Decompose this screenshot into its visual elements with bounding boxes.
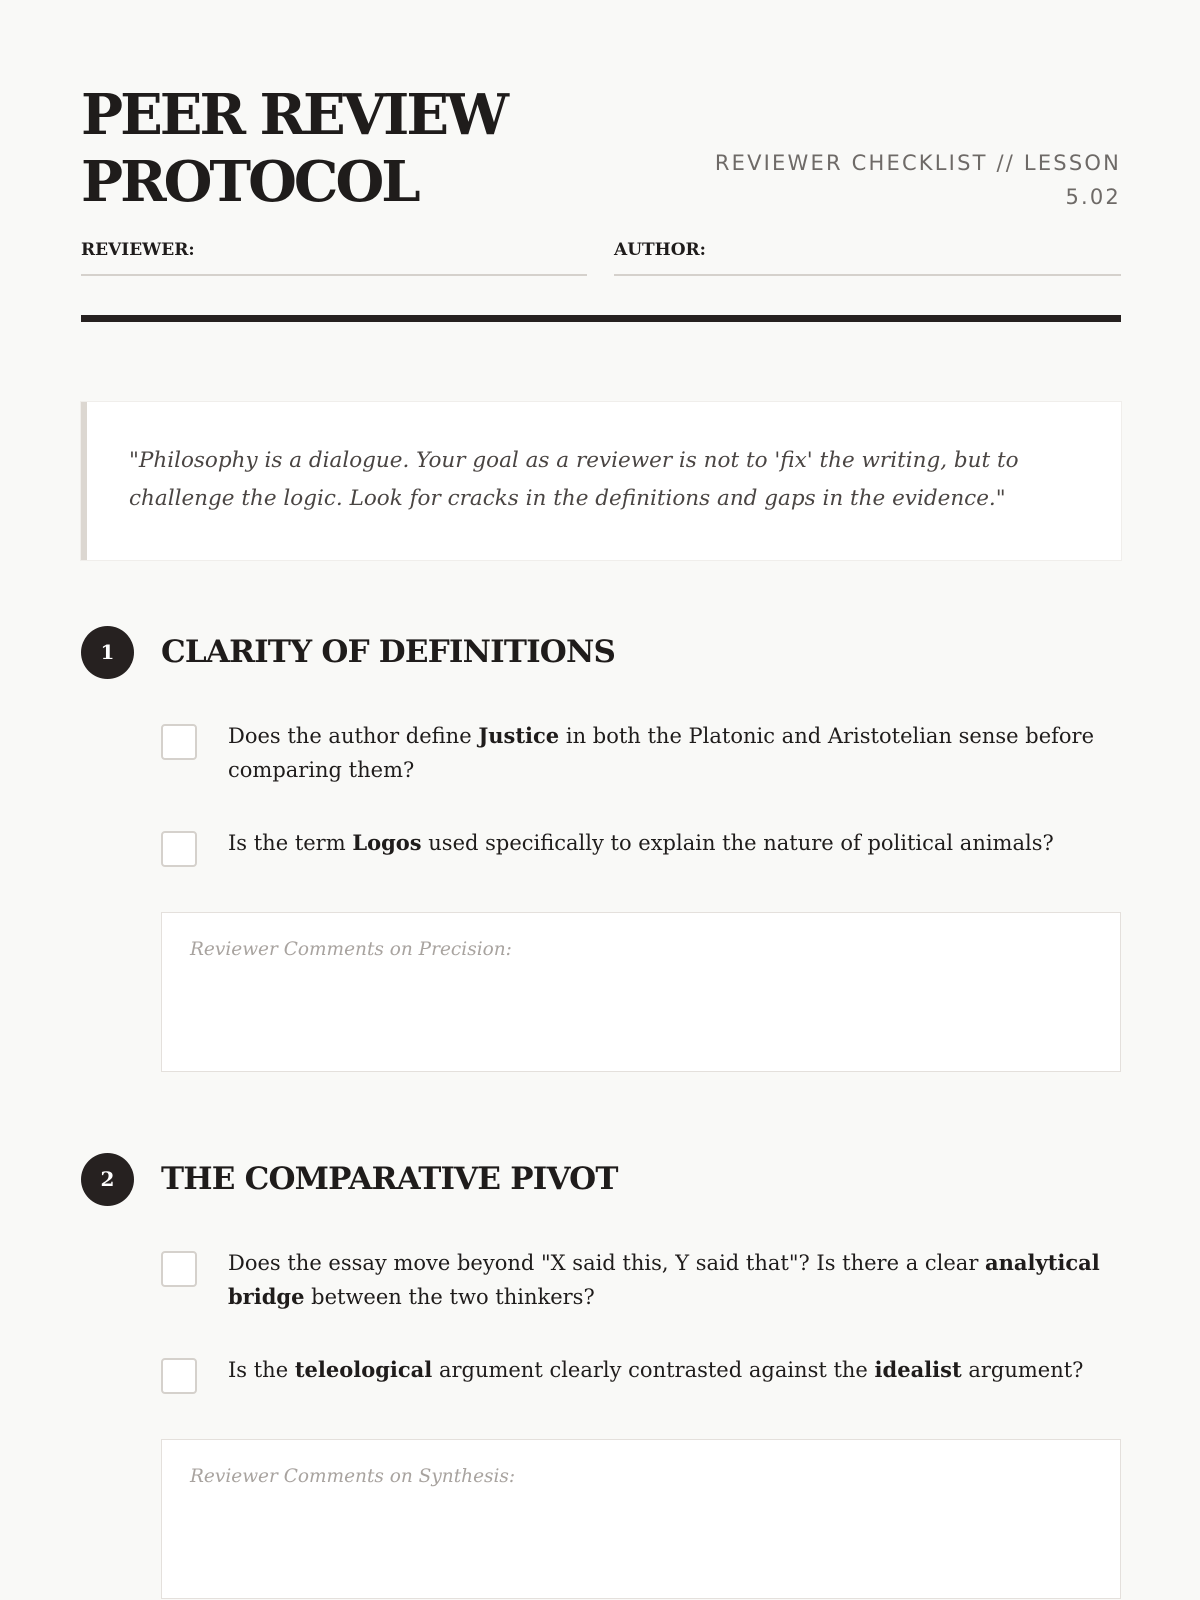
page-title-line-2: PROTOCOL [81, 149, 418, 215]
checklist-item-text: Is the term Logos used specifically to explain the nature of political animals? [228, 830, 1054, 855]
page-title-line-1: PEER REVIEW [81, 82, 506, 148]
checklist-item-text: Is the teleological argument clearly contrasted against the idealist argument? [228, 1357, 1084, 1382]
section-number-badge: 2 [81, 1153, 134, 1206]
checklist-checkbox[interactable] [161, 1251, 197, 1287]
comments-placeholder: Reviewer Comments on Precision: [190, 939, 512, 960]
author-field[interactable] [614, 240, 1121, 276]
checklist-checkbox[interactable] [161, 831, 197, 867]
checklist-item-text: Does the essay move beyond "X said this, Y said that"? Is there a clear analytical bridge between the two thinkers? [228, 1250, 1100, 1309]
section-title: CLARITY OF DEFINITIONS [161, 634, 616, 670]
section-number-badge: 1 [81, 626, 134, 679]
reviewer-label: REVIEWER: [81, 240, 195, 260]
page-title [81, 82, 506, 216]
section-title: THE COMPARATIVE PIVOT [161, 1161, 618, 1197]
reviewer-field[interactable] [81, 240, 587, 276]
comments-textarea[interactable] [161, 912, 1121, 1072]
header-divider [81, 315, 1121, 322]
guidance-quote: "Philosophy is a dialogue. Your goal as a reviewer is not to 'fix' the writing, but to challenge the logic. Look for cracks in the definitions and gaps in the evidence." [81, 402, 1121, 560]
checklist-item-text: Does the author define Justice in both the Platonic and Aristotelian sense before comparing them? [228, 723, 1095, 782]
page-subtitle: REVIEWER CHECKLIST // LESSON 5.02 [714, 151, 1121, 209]
comments-placeholder: Reviewer Comments on Synthesis: [190, 1466, 516, 1487]
comments-textarea[interactable] [161, 1439, 1121, 1599]
checklist-checkbox[interactable] [161, 1358, 197, 1394]
checklist-checkbox[interactable] [161, 724, 197, 760]
author-label: AUTHOR: [614, 240, 706, 260]
